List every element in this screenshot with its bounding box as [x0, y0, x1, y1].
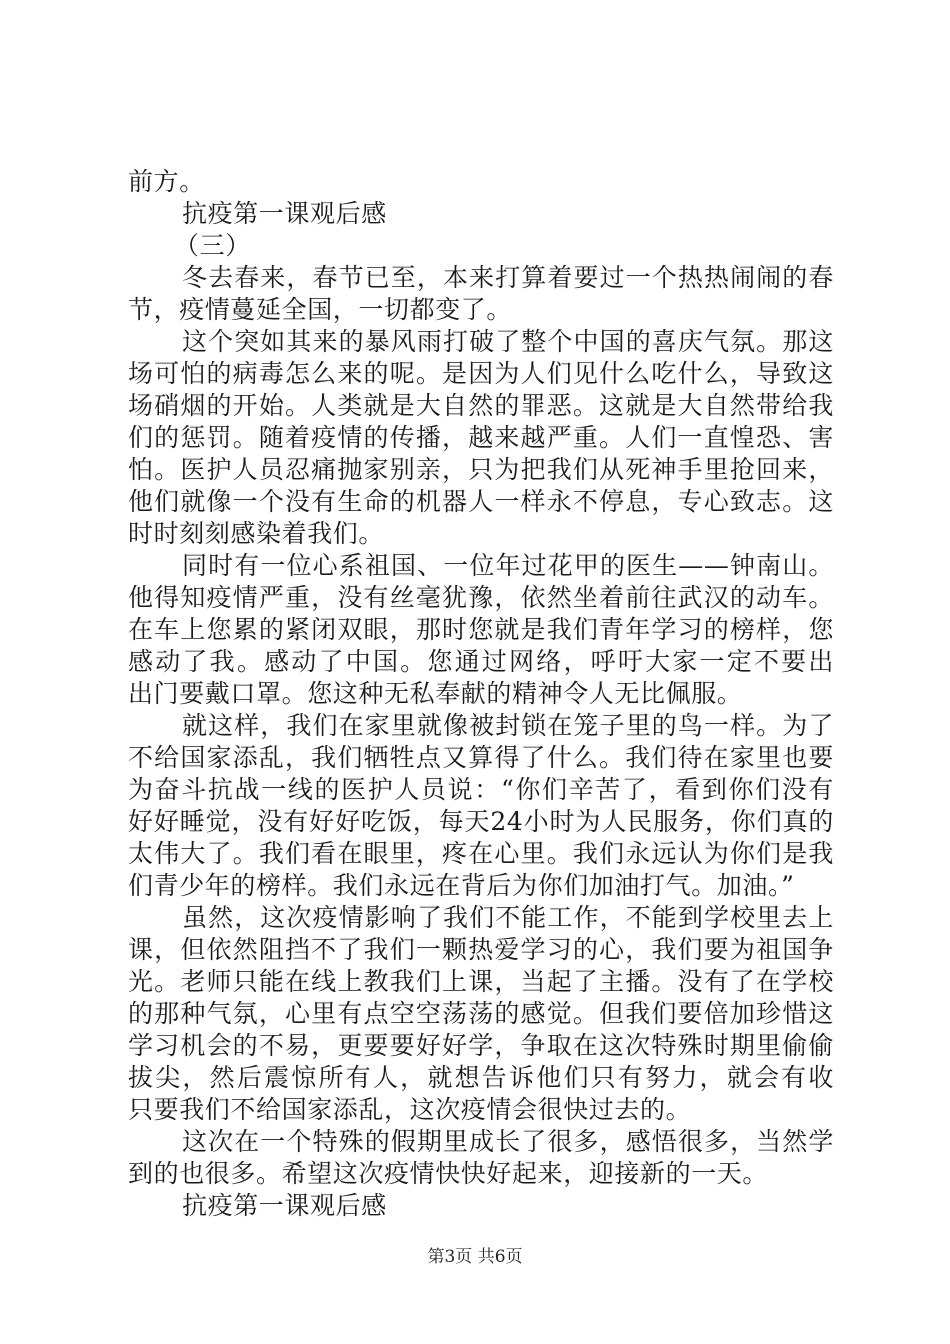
document-line: 只要我们不给国家添乱，这次疫情会很快过去的。: [128, 1095, 692, 1124]
document-line: 节，疫情蔓延全国，一切都变了。: [128, 295, 513, 324]
document-line: 们的惩罚。随着疫情的传播，越来越严重。人们一直惶恐、害: [128, 423, 834, 452]
document-line: 在车上您累的紧闭双眼，那时您就是我们青年学习的榜样，您: [128, 615, 834, 644]
document-line: 场硝烟的开始。人类就是大自然的罪恶。这就是大自然带给我: [128, 391, 834, 420]
document-line: 为奋斗抗战一线的医护人员说：“你们辛苦了，看到你们没有: [128, 775, 834, 804]
document-line: 太伟大了。我们看在眼里，疼在心里。我们永远认为你们是我: [128, 839, 834, 868]
document-line: 同时有一位心系祖国、一位年过花甲的医生——钟南山。: [182, 551, 834, 580]
document-line: 不给国家添乱，我们牺牲点又算得了什么。我们待在家里也要: [128, 743, 834, 772]
document-line: 出门要戴口罩。您这种无私奉献的精神令人无比佩服。: [128, 679, 743, 708]
document-line: 冬去春来，春节已至，本来打算着要过一个热热闹闹的春: [182, 263, 834, 292]
document-line: 好好睡觉，没有好好吃饭，每天24小时为人民服务，你们真的: [128, 807, 834, 836]
document-line: 场可怕的病毒怎么来的呢。是因为人们见什么吃什么，导致这: [128, 359, 834, 388]
document-line: （三）: [174, 231, 251, 260]
document-line: 课，但依然阻挡不了我们一颗热爱学习的心，我们要为祖国争: [128, 935, 834, 964]
document-line: 怕。医护人员忍痛抛家别亲，只为把我们从死神手里抢回来，: [128, 455, 834, 484]
document-line: 虽然，这次疫情影响了我们不能工作，不能到学校里去上: [182, 903, 834, 932]
document-line: 抗疫第一课观后感: [182, 1191, 387, 1220]
document-line: 这个突如其来的暴风雨打破了整个中国的喜庆气氛。那这: [182, 327, 834, 356]
document-line: 感动了我。感动了中国。您通过网络，呼吁大家一定不要出: [128, 647, 834, 676]
document-line: 们青少年的榜样。我们永远在背后为你们加油打气。加油。”: [128, 871, 795, 900]
document-line: 的那种气氛，心里有点空空荡荡的感觉。但我们要倍加珍惜这: [128, 999, 834, 1028]
document-line: 学习机会的不易，更要要好好学，争取在这次特殊时期里偷偷: [128, 1031, 834, 1060]
document-line: 他得知疫情严重，没有丝毫犹豫，依然坐着前往武汉的动车。: [128, 583, 834, 612]
document-body: [128, 166, 834, 1222]
document-line: 这次在一个特殊的假期里成长了很多，感悟很多，当然学: [182, 1127, 834, 1156]
document-line: 时时刻刻感染着我们。: [128, 519, 385, 548]
page-footer: 第3页 共6页: [427, 1247, 523, 1267]
document-line: 到的也很多。希望这次疫情快快好起来，迎接新的一天。: [128, 1159, 769, 1188]
document-line: 前方。: [128, 167, 205, 196]
document-line: 拔尖，然后震惊所有人，就想告诉他们只有努力，就会有收: [128, 1063, 834, 1092]
document-line: 就这样，我们在家里就像被封锁在笼子里的鸟一样。为了: [182, 711, 834, 740]
document-line: 他们就像一个没有生命的机器人一样永不停息，专心致志。这: [128, 487, 834, 516]
document-line: 光。老师只能在线上教我们上课，当起了主播。没有了在学校: [128, 967, 834, 996]
document-line: 抗疫第一课观后感: [182, 199, 387, 228]
